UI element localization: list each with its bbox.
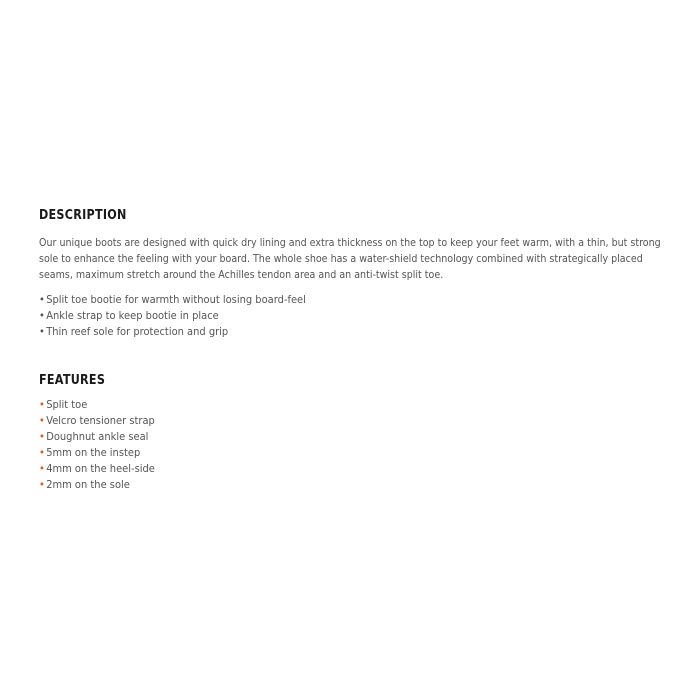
product-details-content bbox=[39, 207, 675, 493]
description-bullet-text: Split toe bootie for warmth without losing board-feel bbox=[46, 293, 306, 306]
list-item bbox=[39, 477, 611, 493]
features-list bbox=[39, 397, 675, 493]
description-bullet-text: Ankle strap to keep bootie in place bbox=[46, 309, 219, 322]
list-item bbox=[39, 308, 611, 324]
list-item bbox=[39, 292, 611, 308]
list-item bbox=[39, 413, 611, 429]
description-bullet-list bbox=[39, 292, 675, 340]
features-heading: FEATURES bbox=[39, 373, 106, 388]
bullet-icon: • bbox=[39, 398, 45, 411]
bullet-icon: • bbox=[39, 430, 45, 443]
feature-text: Doughnut ankle seal bbox=[46, 430, 149, 443]
feature-text: Split toe bbox=[46, 398, 88, 411]
description-heading: DESCRIPTION bbox=[39, 208, 127, 223]
feature-text: 2mm on the sole bbox=[46, 478, 130, 491]
description-bullet-text: Thin reef sole for protection and grip bbox=[46, 325, 229, 338]
list-item bbox=[39, 397, 611, 413]
bullet-icon: • bbox=[39, 414, 45, 427]
list-item bbox=[39, 429, 611, 445]
feature-text: 4mm on the heel-side bbox=[46, 462, 155, 475]
feature-text: Velcro tensioner strap bbox=[46, 414, 155, 427]
bullet-icon: • bbox=[39, 325, 45, 338]
description-text: Our unique boots are designed with quick dry lining and extra thickness on the top to keep your feet warm, with a thin, but strong sole to enhance the feeling with your board. The whole shoe has a water-shield technology combined with strategically placed seams, maximum stretch around the Achilles tendon area and an anti-twist split toe. bbox=[39, 236, 661, 281]
feature-text: 5mm on the instep bbox=[46, 446, 141, 459]
list-item bbox=[39, 324, 611, 340]
bullet-icon: • bbox=[39, 309, 45, 322]
bullet-icon: • bbox=[39, 462, 45, 475]
list-item bbox=[39, 445, 611, 461]
bullet-icon: • bbox=[39, 478, 45, 491]
list-item bbox=[39, 461, 611, 477]
bullet-icon: • bbox=[39, 446, 45, 459]
bullet-icon: • bbox=[39, 293, 45, 306]
description-text-block bbox=[39, 235, 675, 283]
